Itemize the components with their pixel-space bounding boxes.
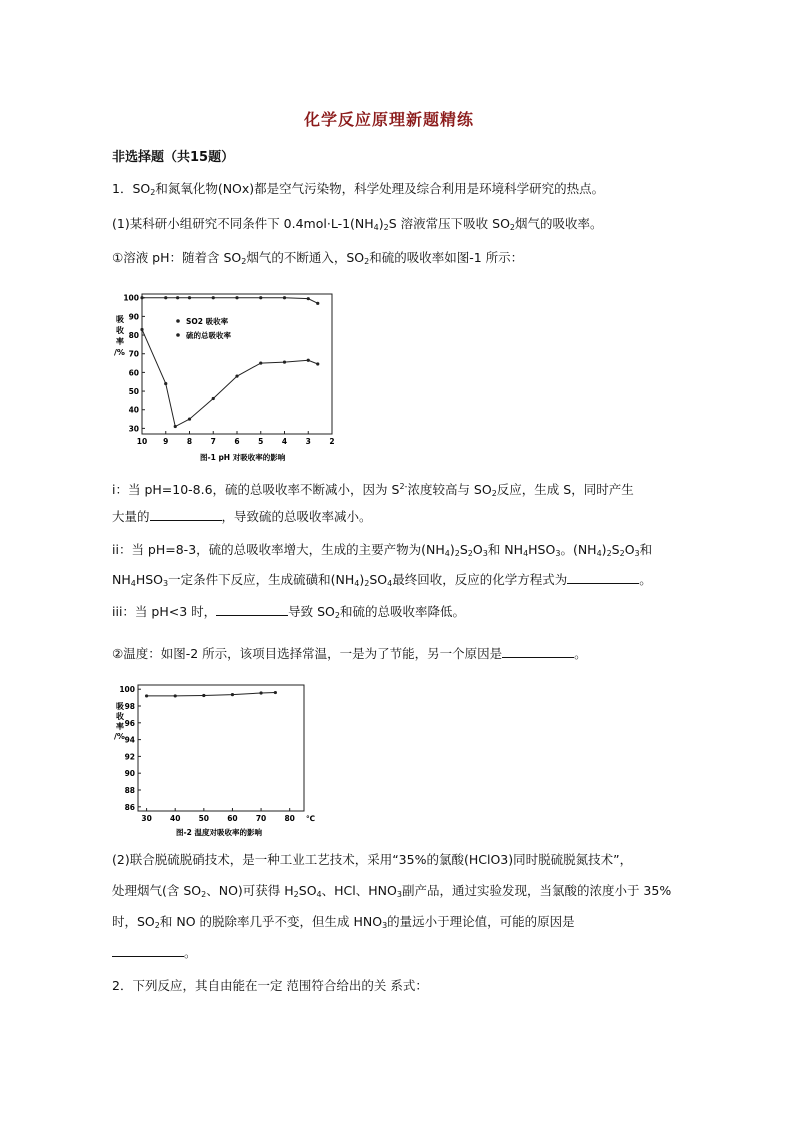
data-point — [176, 296, 179, 299]
figure-2-ylabel: 吸收率/% — [114, 702, 125, 741]
legend-label: SO2 吸收率 — [186, 317, 229, 326]
data-point — [274, 691, 277, 694]
answer-blank-iii[interactable] — [216, 603, 288, 616]
q1-intro: 1．$SO_2$和氮氧化物(NOx)都是空气污染物，科学处理及综合利用是环境科学研究的热点。 — [112, 181, 605, 197]
x-tick-label: 2 — [329, 437, 335, 446]
x-tick-label: 50 — [198, 814, 210, 823]
q1-temperature-text: ②温度：如图-2 所示，该项目选择常温，一是为了节能，另一个原因是 。 — [112, 646, 587, 661]
x-tick-label: 10 — [136, 437, 148, 446]
answer-blank-i[interactable] — [150, 508, 222, 521]
x-tick-label: 5 — [258, 437, 264, 446]
data-point — [164, 296, 167, 299]
q1-part2-line3: 时，$SO_2$和 NO 的脱除率几乎不变，但生成 $HNO_3$的量远小于理论值，可能的原因是 — [112, 914, 575, 930]
q1-ph-text: ①溶液 pH：随着含 $SO_2$烟气的不断通入，$SO_2$和硫的吸收率如图-1 所示： — [112, 250, 524, 266]
answer-blank-part2[interactable] — [112, 944, 184, 957]
x-tick-label: 8 — [186, 437, 193, 446]
x-axis-unit: ℃ — [306, 814, 316, 823]
data-point — [283, 296, 286, 299]
data-point — [235, 375, 238, 378]
data-point — [145, 694, 148, 697]
data-point — [174, 425, 177, 428]
q1-i-line1: i：当 pH=10-8.6，硫的总吸收率不断减小，因为 $S^{2-}$浓度较高与 $SO_2$反应，生成 S，同时产生 — [112, 482, 634, 498]
y-tick-label: 30 — [128, 424, 139, 434]
y-tick-label: 86 — [124, 802, 135, 812]
data-point — [259, 361, 262, 364]
answer-blank-ii[interactable] — [567, 571, 639, 584]
data-point — [212, 397, 215, 400]
q1-ii-line1: ii：当 pH=8-3，硫的总吸收率增大，生成的主要产物为$(NH_4)_2S_2O_3$和 $NH_4HSO_3$。$(NH_4)_2S_2O_3$和 — [112, 542, 653, 558]
q2-text: 2．下列反应，其自由能在一定 范围符合给出的关 系式： — [112, 978, 428, 993]
y-tick-label: 92 — [124, 752, 135, 762]
data-point — [231, 693, 234, 696]
data-point — [307, 297, 310, 300]
y-tick-label: 98 — [124, 702, 135, 711]
data-point — [188, 296, 191, 299]
x-tick-label: 6 — [234, 437, 240, 446]
data-point — [188, 417, 191, 420]
data-point — [164, 382, 167, 385]
x-tick-label: 7 — [210, 437, 216, 446]
y-tick-label: 88 — [124, 786, 135, 795]
y-tick-label: 100 — [123, 293, 139, 303]
answer-blank-temperature[interactable] — [502, 645, 574, 658]
x-tick-label: 80 — [284, 814, 295, 823]
figure-2-caption: 图-2 温度对吸收率的影响 — [176, 828, 262, 837]
y-tick-label: 100 — [119, 685, 135, 695]
x-tick-label: 70 — [255, 814, 267, 823]
y-tick-label: 96 — [124, 718, 135, 728]
data-point — [140, 296, 143, 299]
page-title: 化学反应原理新题精练 — [304, 110, 475, 129]
y-tick-label: 50 — [128, 387, 139, 397]
data-point — [140, 328, 143, 331]
x-tick-label: 3 — [305, 437, 311, 446]
legend-marker — [176, 319, 180, 323]
data-point — [307, 359, 310, 362]
x-tick-label: 30 — [141, 814, 152, 823]
figure-2-chart — [112, 679, 318, 841]
data-point — [202, 694, 205, 697]
y-tick-label: 70 — [128, 349, 139, 359]
data-point — [316, 302, 319, 305]
data-point — [259, 296, 262, 299]
q1-part2-line1: (2)联合脱硫脱硝技术，是一种工业工艺技术，采用“35%的氯酸(HClO3)同时脱硫脱氮技术”， — [112, 852, 633, 867]
figure-1-ylabel: 吸收率/% — [114, 315, 125, 357]
data-point — [174, 694, 177, 697]
data-point — [235, 296, 238, 299]
y-tick-label: 80 — [128, 331, 139, 341]
y-tick-label: 40 — [128, 405, 139, 415]
figure-1-chart — [112, 286, 344, 466]
q1-part2-line4: 。 — [112, 944, 197, 962]
q1-part2-line2: 处理烟气(含 $SO_2$、NO)可获得 $H_2SO_4$、HCl、$HNO_3$副产品，通过实验发现，当氯酸的浓度小于 35% — [112, 883, 672, 899]
data-point — [212, 296, 215, 299]
q1-part1-text: (1)某科研小组研究不同条件下 $0.4mol\cdot L-1(NH_4)_2S$ 溶液常压下吸收 $SO_2$烟气的吸收率。 — [112, 216, 603, 232]
y-tick-label: 60 — [128, 368, 139, 378]
section-heading: 非选择题（共15题） — [112, 150, 235, 165]
y-tick-label: 90 — [124, 769, 135, 779]
y-tick-label: 90 — [128, 312, 139, 322]
data-point — [316, 362, 319, 365]
x-tick-label: 60 — [227, 814, 238, 823]
q1-i-line2: 大量的 ，导致硫的总吸收率减小。 — [112, 509, 372, 524]
x-tick-label: 40 — [169, 814, 181, 823]
data-point — [259, 691, 262, 694]
x-tick-label: 4 — [281, 437, 288, 446]
legend-marker — [176, 333, 180, 337]
legend-label: 硫的总吸收率 — [186, 331, 231, 340]
figure-1-caption: 图-1 pH 对吸收率的影响 — [200, 453, 286, 462]
y-tick-label: 94 — [124, 735, 135, 745]
q1-ii-line2: $NH_4HSO_3$一定条件下反应，生成硫磺和$(NH_4)_2SO_4$最终回收，反应的化学方程式为 。 — [112, 572, 652, 588]
data-point — [283, 361, 286, 364]
x-tick-label: 9 — [163, 437, 169, 446]
q1-iii-line: iii：当 pH<3 时， 导致 $SO_2$和硫的总吸收率降低。 — [112, 604, 465, 620]
